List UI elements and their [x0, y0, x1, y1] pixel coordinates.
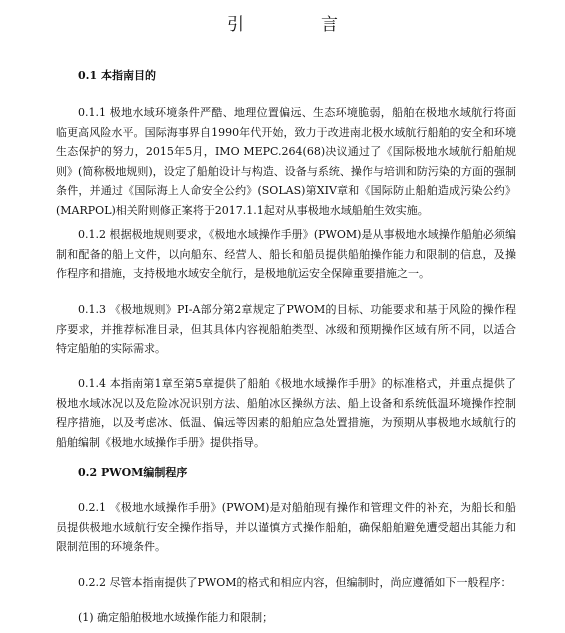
- section-heading-0-2: 0.2 PWOM编制程序: [78, 466, 188, 479]
- list-item: (1) 确定船舶极地水域操作能力和限制；: [78, 611, 274, 624]
- paragraph-0-1-3: 0.1.3 《极地规则》PI-A部分第2章规定了PWOM的目标、功能要求和基于风险的操作程序要求，并推荐标准目录，但其具体内容视船舶类型、冰级和预期操作区域有所不同，以适合特定船舶的实际需求。: [56, 303, 516, 355]
- paragraph-0-1-4: 0.1.4 本指南第1章至第5章提供了船舶《极地水域操作手册》的标准格式，并重点提供了极地水域冰况以及危险冰况识别方法、船舶冰区操纵方法、船上设备和系统低温环境操作控制程序措施，以及考虑冰、低温、偏远等因素的船舶应急处置措施，为预期从事极地水域航行的船舶编制《极地水域操作手册》提供指导。: [56, 377, 516, 449]
- paragraph-0-1-2: 0.1.2 根据极地规则要求，《极地水域操作手册》(PWOM)是从事极地水域操作船舶必须编制和配备的船上文件，以向船东、经营人、船长和船员提供船舶操作能力和限制的信息，及操作程序和措施，支持极地水域安全航行，是极地航运安全保障重要措施之一。: [56, 228, 516, 280]
- paragraph-0-2-1: 0.2.1 《极地水域操作手册》(PWOM)是对船舶现有操作和管理文件的补充，为船长和船员提供极地水域航行安全操作指导，并以谨慎方式操作船舶，确保船舶避免遭受超出其能力和限制范围的环境条件。: [56, 501, 516, 553]
- paragraph-0-2-2: 0.2.2 尽管本指南提供了PWOM的格式和相应内容，但编制时，尚应遵循如下一般程序：: [78, 576, 512, 589]
- page-title: 引 言: [227, 15, 368, 35]
- section-heading-0-1: 0.1 本指南目的: [78, 69, 156, 82]
- paragraph-0-1-1: 0.1.1 极地水域环境条件严酷、地理位置偏远、生态环境脆弱，船舶在极地水域航行将面临更高风险水平。国际海事界自1990年代开始，致力于改进南北极水域航行船舶的安全和环境生态保护的努力，2015年5月，IMO MEPC.264(68)决议通过了《国际极地水域航行船舶规则》(简称极地规则)，设定了船舶设计与构造、设备与系统、操作与培训和防污染的方面的强制条件，并通过《国际海上人命安全公约》(SOLAS)第XIV章和《国际防止船舶造成污染公约》(MARPOL)相关附则修正案将于2017.1.1起对从事极地水域船舶生效实施。: [56, 106, 516, 217]
